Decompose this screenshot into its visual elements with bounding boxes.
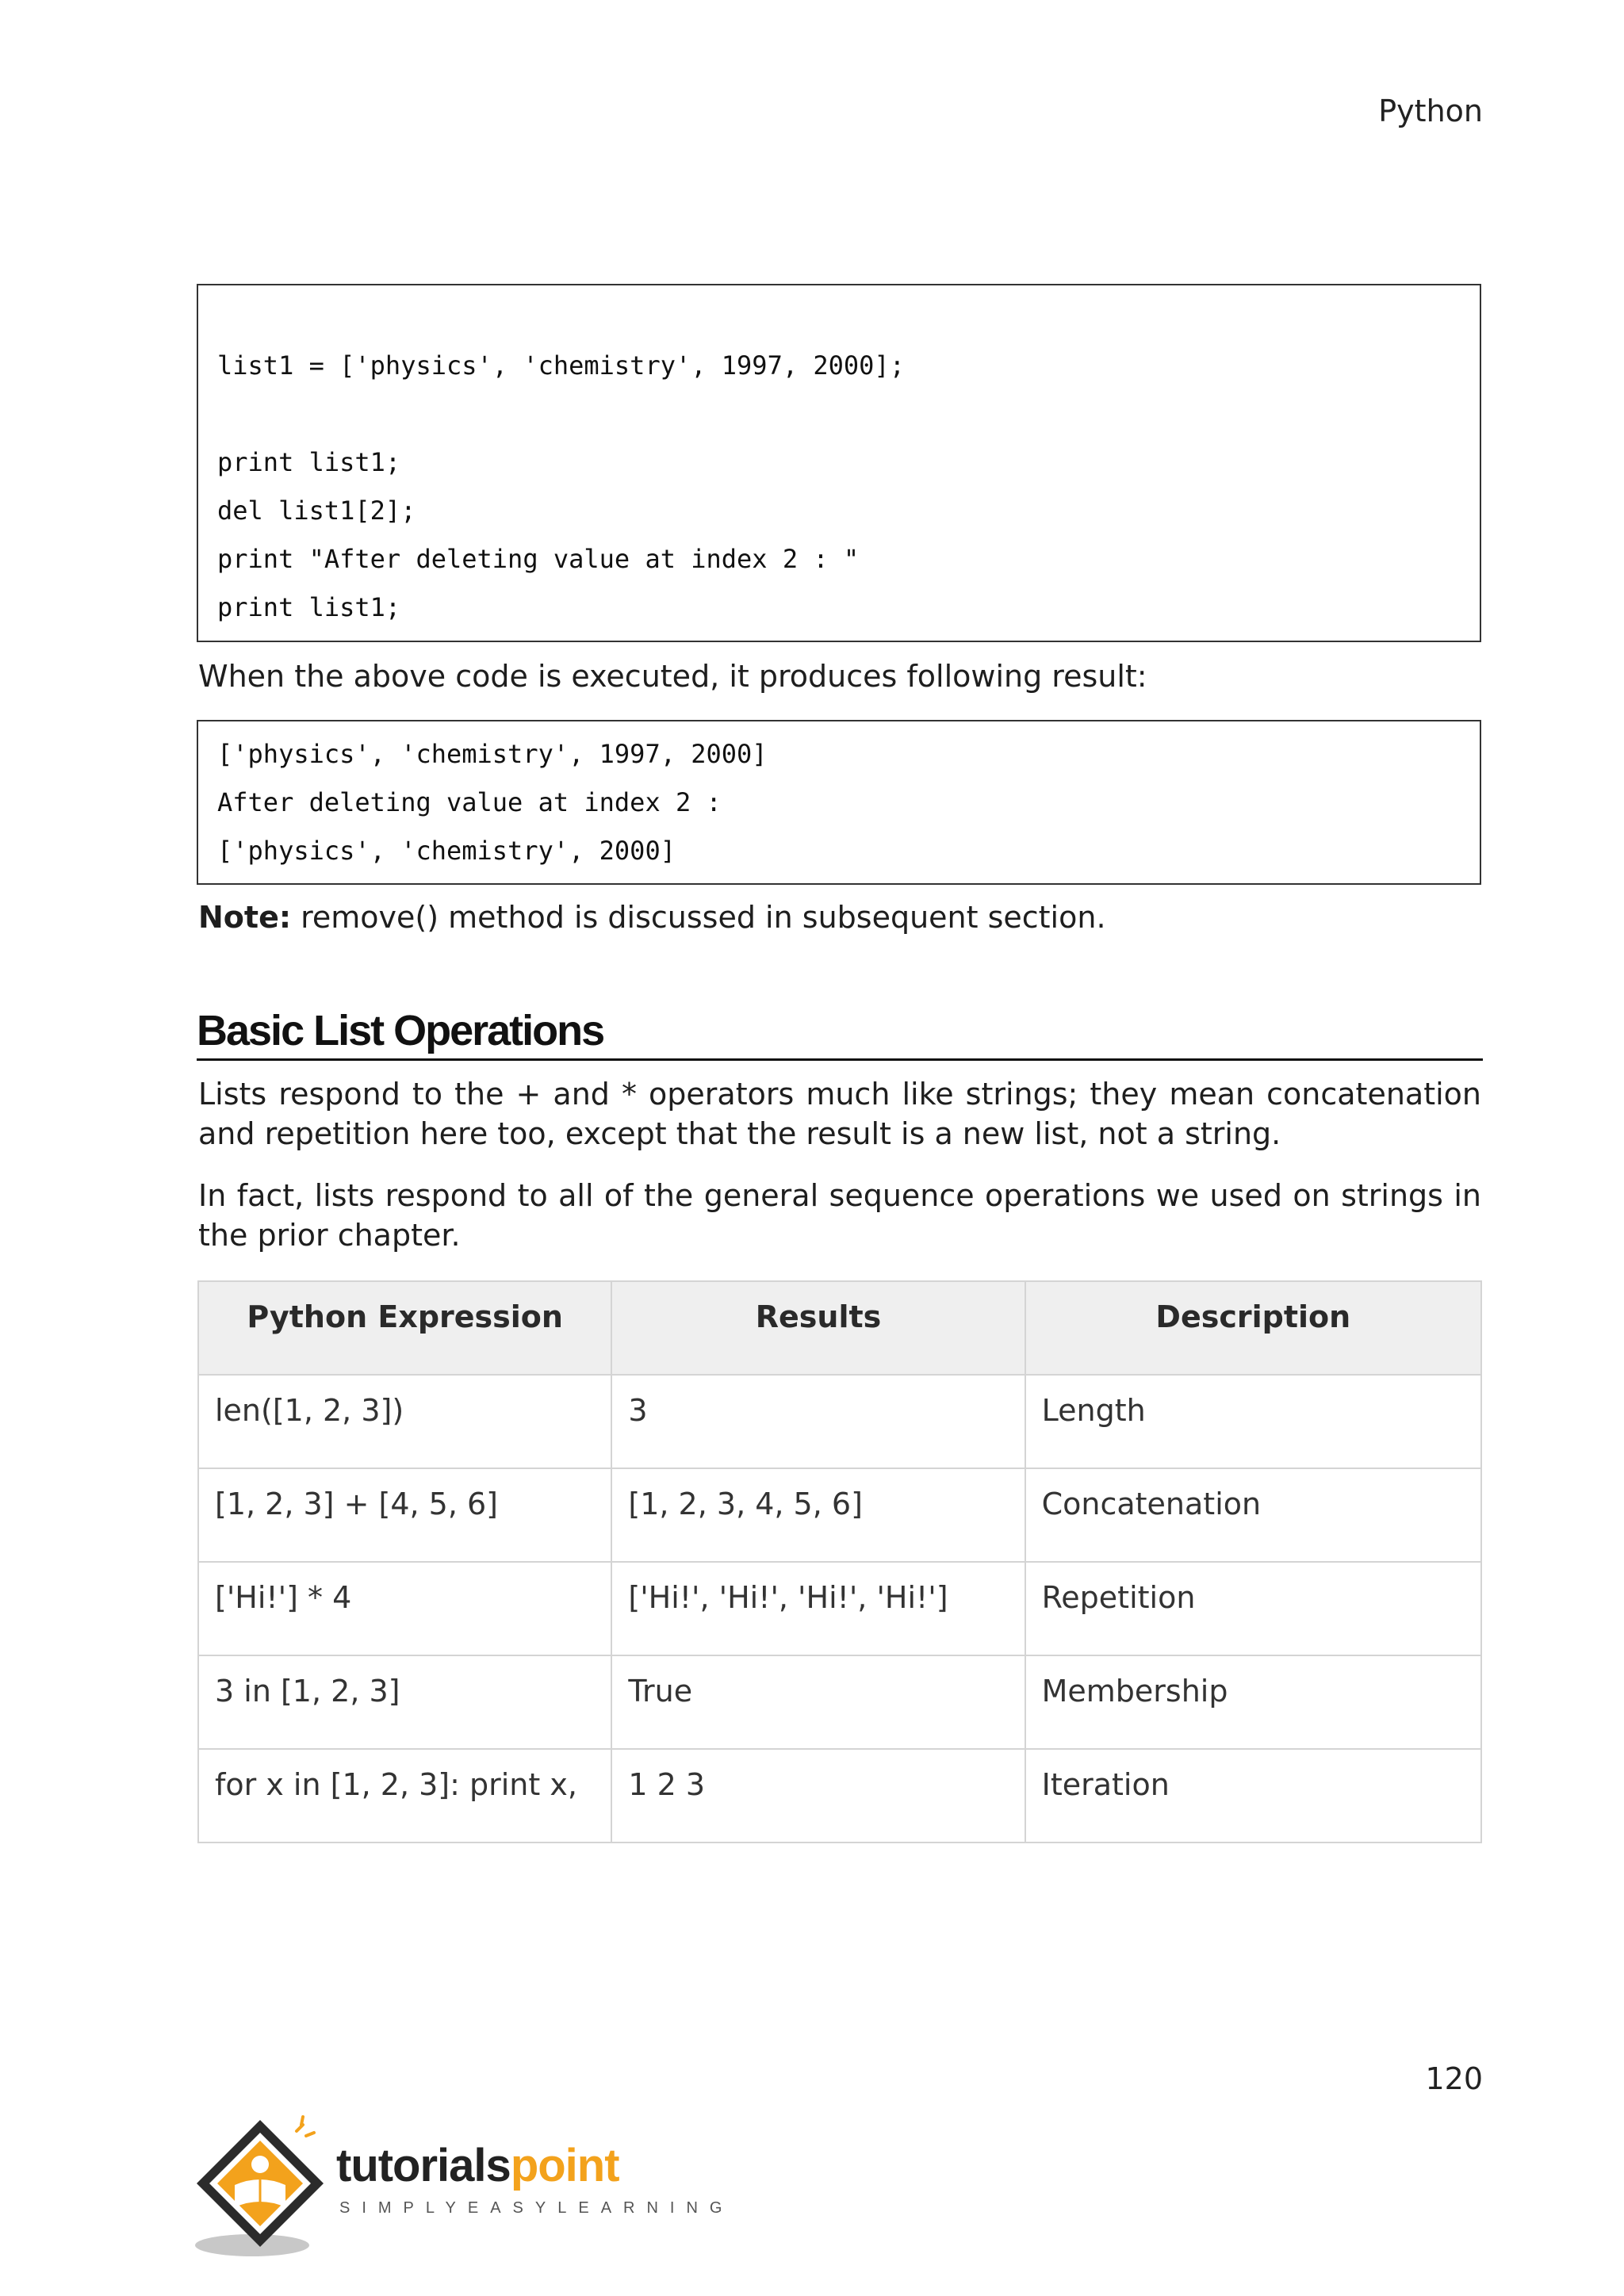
table-row	[198, 1468, 1481, 1562]
section-paragraph-2: In fact, lists respond to all of the general sequence operations we used on strings in the prior chapter.	[198, 1178, 1481, 1253]
table-cell: 3	[611, 1375, 1025, 1468]
table-cell: Concatenation	[1025, 1468, 1481, 1562]
note-text: remove() method is discussed in subsequent section.	[291, 900, 1106, 935]
table-cell: [1, 2, 3, 4, 5, 6]	[611, 1468, 1025, 1562]
table-cell: Length	[1025, 1375, 1481, 1468]
table-row	[198, 1655, 1481, 1749]
logo-diamond-icon	[195, 2115, 338, 2266]
output-line: After deleting value at index 2 :	[217, 787, 722, 817]
output-line: ['physics', 'chemistry', 2000]	[217, 836, 676, 866]
table-cell: ['Hi!'] * 4	[198, 1562, 611, 1655]
note-label: Note:	[198, 900, 292, 935]
table-header-cell: Description	[1025, 1281, 1481, 1375]
code-line: list1 = ['physics', 'chemistry', 1997, 2000];	[217, 350, 905, 381]
table-header-row	[198, 1281, 1481, 1375]
code-line: del list1[2];	[217, 496, 416, 526]
table-header-cell: Python Expression	[198, 1281, 611, 1375]
table-cell: [1, 2, 3] + [4, 5, 6]	[198, 1468, 611, 1562]
tutorialspoint-logo	[195, 2115, 734, 2266]
code-line: print "After deleting value at index 2 : "	[217, 544, 860, 574]
table-cell: for x in [1, 2, 3]: print x,	[198, 1749, 611, 1843]
logo-word-tutorials: tutorials	[336, 2140, 511, 2191]
output-line: ['physics', 'chemistry', 1997, 2000]	[217, 739, 768, 769]
table-cell: 3 in [1, 2, 3]	[198, 1655, 611, 1749]
code-line: print list1;	[217, 447, 401, 477]
logo-word-point: point	[510, 2140, 619, 2191]
running-header-title: Python	[1378, 94, 1483, 128]
table-cell: 1 2 3	[611, 1749, 1025, 1843]
table-row	[198, 1562, 1481, 1655]
list-operations-table	[197, 1280, 1482, 1843]
table-cell: Membership	[1025, 1655, 1481, 1749]
code-block-output	[197, 720, 1481, 885]
section-heading: Basic List Operations	[197, 1003, 1483, 1061]
table-row	[198, 1749, 1481, 1843]
logo-wordmark	[336, 2139, 619, 2192]
table-header-cell: Results	[611, 1281, 1025, 1375]
table-cell: Iteration	[1025, 1749, 1481, 1843]
result-intro-text: When the above code is executed, it produces following result:	[198, 659, 1147, 694]
table-cell: True	[611, 1655, 1025, 1749]
page-number: 120	[1425, 2061, 1483, 2096]
table-row	[198, 1375, 1481, 1468]
table-cell: ['Hi!', 'Hi!', 'Hi!', 'Hi!']	[611, 1562, 1025, 1655]
table-cell: len([1, 2, 3])	[198, 1375, 611, 1468]
code-line: print list1;	[217, 592, 401, 622]
logo-tagline: SIMPLYEASYLEARNING	[339, 2199, 734, 2217]
code-block-source	[197, 284, 1481, 642]
note-paragraph	[198, 897, 1481, 937]
section-paragraph-1: Lists respond to the + and * operators much like strings; they mean concatenation and repetition here too, except that the result is a new list, not a string.	[198, 1077, 1481, 1151]
table-cell: Repetition	[1025, 1562, 1481, 1655]
